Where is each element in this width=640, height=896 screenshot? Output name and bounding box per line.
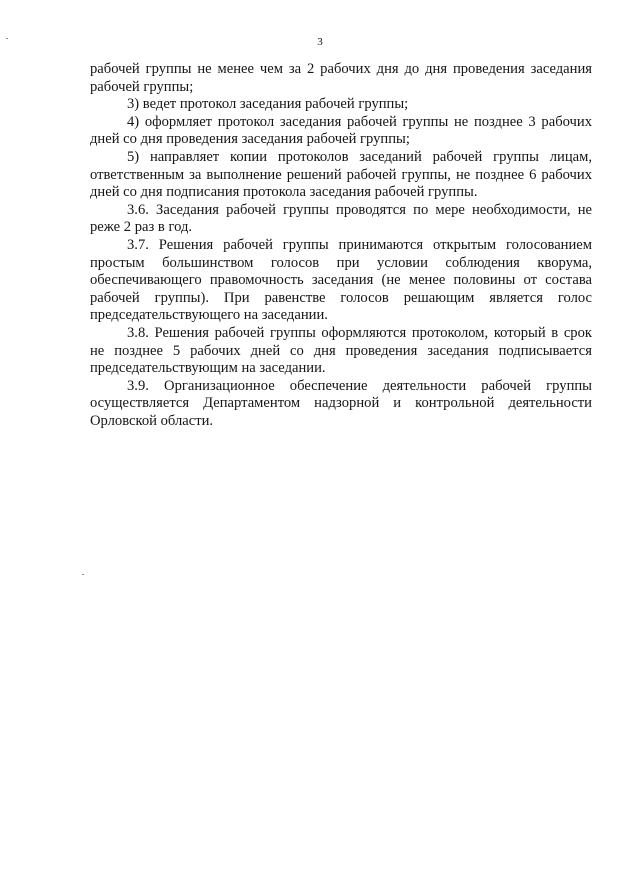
paragraph-item-3: 3) ведет протокол заседания рабочей группы; xyxy=(127,96,409,113)
paragraph-3-8: 3.8. Решения рабочей группы оформляются протоколом, который в срок не позднее 5 рабочих дней со дня проведения заседания подписывается председательствующим на заседании. xyxy=(90,324,592,377)
document-body xyxy=(90,61,592,430)
page-number: 3 xyxy=(317,36,323,48)
paragraph-3-9: 3.9. Организационное обеспечение деятельности рабочей группы осуществляется Департаментом надзорной и контрольной деятельности Орловской области. xyxy=(90,377,592,429)
paragraph-item-5: 5) направляет копии протоколов заседаний рабочей группы лицам, ответственным за выполнение решений рабочей группы, не позднее 6 рабочих дней со дня подписания протокола заседания рабочей группы. xyxy=(90,148,592,201)
paragraph-3-7: 3.7. Решения рабочей группы принимаются открытым голосованием простым большинством голосов при условии соблюдения кворума, обеспечивающего правомочность заседания (не менее половины от состава рабочей группы). При равенстве голосов решающим является голос председательствующего на заседании. xyxy=(90,236,592,324)
scan-speck xyxy=(82,574,84,575)
paragraph-item-4: 4) оформляет протокол заседания рабочей группы не позднее 3 рабочих дней со дня проведения заседания рабочей группы; xyxy=(90,113,592,148)
paragraph-continuation: рабочей группы не менее чем за 2 рабочих дня до дня проведения заседания рабочей группы; xyxy=(90,61,592,95)
paragraph-3-6: 3.6. Заседания рабочей группы проводятся по мере необходимости, не реже 2 раз в год. xyxy=(90,201,592,236)
